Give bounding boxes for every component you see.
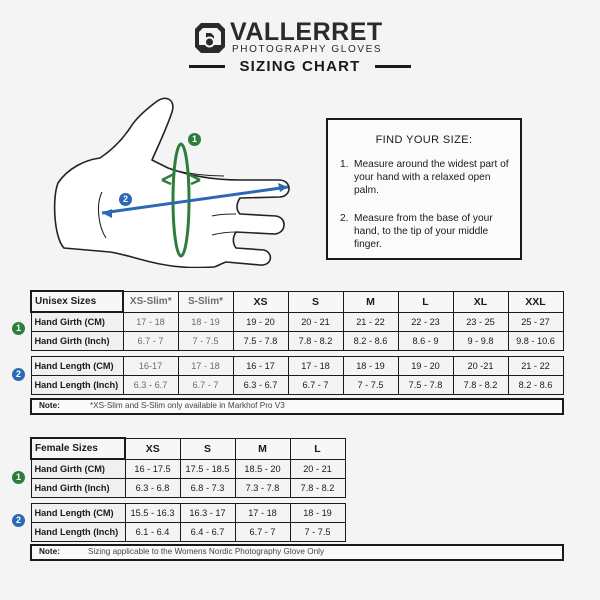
table-cell: 16-17 <box>123 357 178 376</box>
note-label: Note: <box>39 401 60 410</box>
table-row <box>31 332 563 351</box>
size-header: XS <box>125 438 180 459</box>
size-header: L <box>398 291 453 312</box>
table-header-row <box>31 438 345 459</box>
girth-row-marker: 1 <box>12 471 25 484</box>
row-label: Hand Girth (Inch) <box>31 332 123 351</box>
find-your-size-box <box>326 118 522 260</box>
girth-row-marker: 1 <box>12 322 25 335</box>
table-cell: 19 - 20 <box>398 357 453 376</box>
row-label: Hand Girth (Inch) <box>31 479 125 498</box>
table-cell: 6.8 - 7.3 <box>180 479 235 498</box>
instruction-step-2 <box>340 212 510 251</box>
table-cell: 17 - 18 <box>178 357 233 376</box>
instruction-step-1 <box>340 158 510 197</box>
table-cell: 19 - 20 <box>233 312 288 332</box>
length-marker: 2 <box>119 193 132 206</box>
note-text: *XS-Slim and S-Slim only available in Markhof Pro V3 <box>90 401 285 410</box>
table-cell: 18.5 - 20 <box>235 459 290 479</box>
table-row <box>31 312 563 332</box>
table-cell: 6.7 - 7 <box>235 523 290 542</box>
table-cell: 6.4 - 6.7 <box>180 523 235 542</box>
table-cell: 7 - 7.5 <box>178 332 233 351</box>
table-header-row <box>31 291 563 312</box>
table-cell: 7.3 - 7.8 <box>235 479 290 498</box>
page-title-text: SIZING CHART <box>239 58 361 76</box>
hand-measurement-diagram <box>40 88 310 268</box>
table-cell: 6.3 - 6.7 <box>123 376 178 395</box>
table-cell: 6.1 - 6.4 <box>125 523 180 542</box>
table-cell: 9 - 9.8 <box>453 332 508 351</box>
table-cell: 23 - 25 <box>453 312 508 332</box>
table-cell: 16 - 17 <box>233 357 288 376</box>
row-label: Hand Length (Inch) <box>31 523 125 542</box>
row-label: Hand Length (Inch) <box>31 376 123 395</box>
table-cell: 21 - 22 <box>508 357 563 376</box>
size-header: L <box>290 438 345 459</box>
table-title: Female Sizes <box>31 438 125 459</box>
table-row <box>31 479 345 498</box>
unisex-note <box>30 398 564 415</box>
step-text: Measure from the base of your hand, to the tip of your middle finger. <box>354 213 493 250</box>
title-rule-right <box>375 65 411 68</box>
table-row <box>31 376 563 395</box>
step-text: Measure around the widest part of your hand with a relaxed open palm. <box>354 159 509 196</box>
table-cell: 8.2 - 8.6 <box>508 376 563 395</box>
step-number: 2. <box>340 213 349 224</box>
vallerret-logo-icon <box>192 20 228 56</box>
table-cell: 8.6 - 9 <box>398 332 453 351</box>
row-label: Hand Girth (CM) <box>31 312 123 332</box>
table-cell: 7 - 7.5 <box>290 523 345 542</box>
table-cell: 16.3 - 17 <box>180 504 235 523</box>
size-header: S <box>180 438 235 459</box>
note-text: Sizing applicable to the Womens Nordic Photography Glove Only <box>88 547 325 556</box>
row-label: Hand Girth (CM) <box>31 459 125 479</box>
table-cell: 18 - 19 <box>343 357 398 376</box>
table-row <box>31 459 345 479</box>
size-header: S-Slim* <box>178 291 233 312</box>
note-label: Note: <box>39 547 60 556</box>
row-label: Hand Length (CM) <box>31 357 123 376</box>
table-cell: 17 - 18 <box>288 357 343 376</box>
table-cell: 6.7 - 7 <box>123 332 178 351</box>
row-label: Hand Length (CM) <box>31 504 125 523</box>
table-row <box>31 523 345 542</box>
brand-name: VALLERRET <box>230 18 383 46</box>
size-header: M <box>343 291 398 312</box>
table-cell: 6.7 - 7 <box>288 376 343 395</box>
brand-header <box>192 18 392 56</box>
table-cell: 8.2 - 8.6 <box>343 332 398 351</box>
table-cell: 17.5 - 18.5 <box>180 459 235 479</box>
table-cell: 21 - 22 <box>343 312 398 332</box>
size-header: XXL <box>508 291 563 312</box>
brand-subtitle: PHOTOGRAPHY GLOVES <box>232 44 383 55</box>
table-row <box>31 357 563 376</box>
table-cell: 17 - 18 <box>123 312 178 332</box>
length-row-marker: 2 <box>12 514 25 527</box>
size-header: XL <box>453 291 508 312</box>
table-cell: 9.8 - 10.6 <box>508 332 563 351</box>
girth-marker: 1 <box>188 133 201 146</box>
table-cell: 7.8 - 8.2 <box>290 479 345 498</box>
size-header: XS <box>233 291 288 312</box>
table-cell: 6.3 - 6.8 <box>125 479 180 498</box>
table-cell: 25 - 27 <box>508 312 563 332</box>
size-header: S <box>288 291 343 312</box>
table-cell: 7.8 - 8.2 <box>453 376 508 395</box>
title-rule-left <box>189 65 225 68</box>
size-header: XS-Slim* <box>123 291 178 312</box>
table-cell: 20 -21 <box>453 357 508 376</box>
table-cell: 7.8 - 8.2 <box>288 332 343 351</box>
length-row-marker: 2 <box>12 368 25 381</box>
table-cell: 7.5 - 7.8 <box>233 332 288 351</box>
instructions-heading: FIND YOUR SIZE: <box>375 134 473 146</box>
table-cell: 7 - 7.5 <box>343 376 398 395</box>
table-cell: 7.5 - 7.8 <box>398 376 453 395</box>
table-cell: 20 - 21 <box>290 459 345 479</box>
table-row <box>31 504 345 523</box>
table-cell: 17 - 18 <box>235 504 290 523</box>
table-title: Unisex Sizes <box>31 291 123 312</box>
table-cell: 18 - 19 <box>290 504 345 523</box>
table-cell: 18 - 19 <box>178 312 233 332</box>
table-cell: 6.7 - 7 <box>178 376 233 395</box>
step-number: 1. <box>340 159 349 170</box>
unisex-size-table <box>30 290 564 395</box>
female-note <box>30 544 564 561</box>
hand-outline <box>55 98 289 267</box>
table-cell: 15.5 - 16.3 <box>125 504 180 523</box>
page-title <box>0 58 600 76</box>
table-cell: 20 - 21 <box>288 312 343 332</box>
table-cell: 6.3 - 6.7 <box>233 376 288 395</box>
female-size-table <box>30 437 346 542</box>
size-header: M <box>235 438 290 459</box>
table-cell: 22 - 23 <box>398 312 453 332</box>
table-cell: 16 - 17.5 <box>125 459 180 479</box>
